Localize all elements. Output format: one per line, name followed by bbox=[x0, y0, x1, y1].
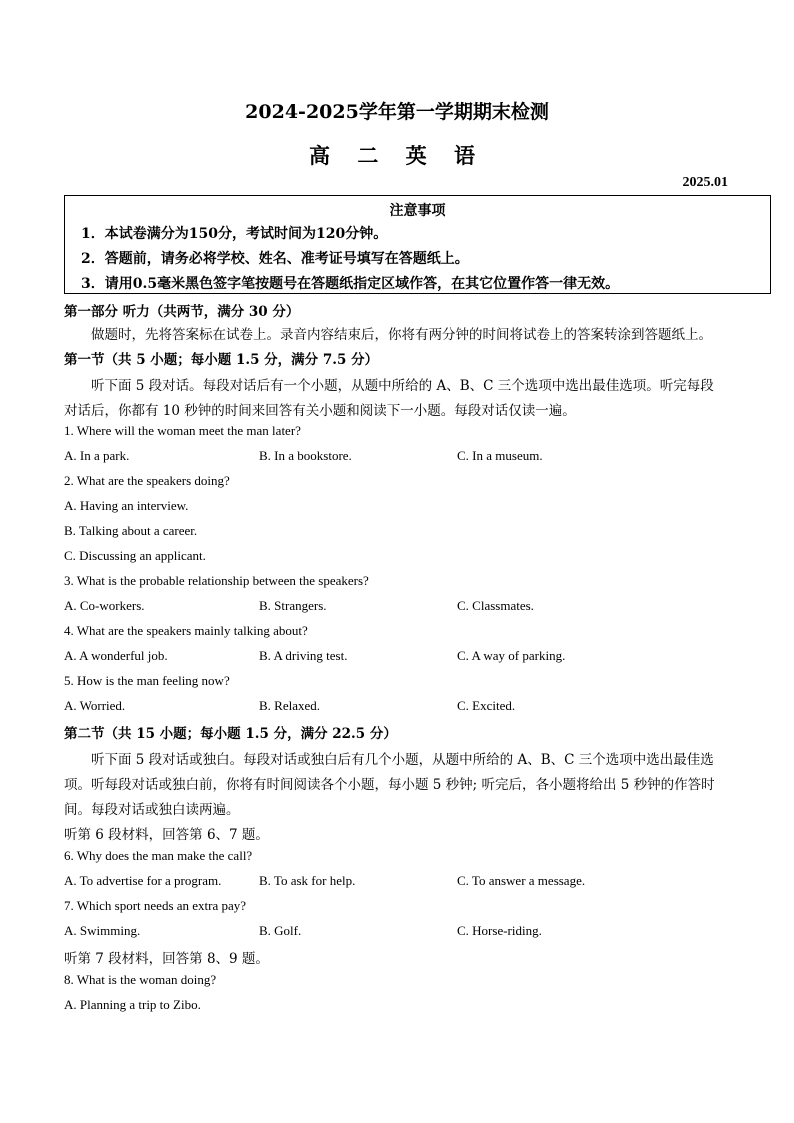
question-stem: 2. What are the speakers doing? bbox=[64, 473, 230, 488]
material-6-heading: 听第 6 段材料，回答第 6、7 题。 bbox=[64, 827, 269, 843]
question-stem: 1. Where will the woman meet the man later? bbox=[64, 423, 301, 438]
option-b: B. Talking about a career. bbox=[64, 523, 198, 538]
material-7-heading: 听第 7 段材料，回答第 8、9 题。 bbox=[64, 951, 269, 967]
option-b: B. To ask for help. bbox=[259, 873, 356, 888]
notice-box bbox=[64, 195, 771, 294]
option-a: A. Co-workers. bbox=[64, 598, 145, 613]
section1-instruction-2: 对话后，你都有 10 秒钟的时间来回答有关小题和阅读下一小题。每段对话仅读一遍。 bbox=[64, 403, 576, 419]
section2-instruction-1: 听下面 5 段对话或独白。每段对话或独白后有几个小题，从题中所给的 A、B、C 三个选项中选出最佳选 bbox=[91, 752, 714, 768]
option-b: B. Relaxed. bbox=[259, 698, 321, 713]
question-stem: 8. What is the woman doing? bbox=[64, 972, 217, 987]
subject-title: 高 二 英 语 bbox=[309, 143, 485, 168]
part1-title: 第一部分 听力（共两节，满分 30 分） bbox=[64, 304, 300, 320]
option-b: B. Strangers. bbox=[259, 598, 327, 613]
option-c: C. To answer a message. bbox=[457, 873, 586, 888]
section1-instruction-1: 听下面 5 段对话。每段对话后有一个小题，从题中所给的 A、B、C 三个选项中选出最佳选项。听完每段 bbox=[91, 378, 714, 394]
option-a: A. In a park. bbox=[64, 448, 130, 463]
option-b: B. A driving test. bbox=[259, 648, 348, 663]
option-a: A. Swimming. bbox=[64, 923, 141, 938]
option-a: A. Planning a trip to Zibo. bbox=[64, 997, 201, 1012]
exam-title: 2024-2025学年第一学期期末检测 bbox=[245, 101, 549, 123]
question-stem: 7. Which sport needs an extra pay? bbox=[64, 898, 247, 913]
question-stem: 5. How is the man feeling now? bbox=[64, 673, 230, 688]
notice-item-3: 3．请用0.5毫米黑色签字笔按题号在答题纸指定区域作答，在其它位置作答一律无效。 bbox=[81, 276, 620, 292]
question-stem: 3. What is the probable relationship between the speakers? bbox=[64, 573, 369, 588]
option-c: C. Horse-riding. bbox=[457, 923, 542, 938]
option-c: C. A way of parking. bbox=[457, 648, 566, 663]
option-a: A. Worried. bbox=[64, 698, 126, 713]
option-a: A. To advertise for a program. bbox=[64, 873, 222, 888]
option-c: C. Excited. bbox=[457, 698, 516, 713]
section2-title: 第二节（共 15 小题；每小题 1.5 分，满分 22.5 分） bbox=[64, 726, 397, 742]
part1-instruction: 做题时，先将答案标在试卷上。录音内容结束后，你将有两分钟的时间将试卷上的答案转涂到答题纸上。 bbox=[91, 327, 712, 343]
option-b: B. In a bookstore. bbox=[259, 448, 352, 463]
section2-instruction-3: 间。每段对话或独白读两遍。 bbox=[64, 802, 240, 818]
option-c: C. Discussing an applicant. bbox=[64, 548, 206, 563]
option-a: A. A wonderful job. bbox=[64, 648, 168, 663]
question-stem: 6. Why does the man make the call? bbox=[64, 848, 253, 863]
section2-instruction-2: 项。听每段对话或独白前，你将有时间阅读各个小题，每小题 5 秒钟; 听完后，各小题将给出 5 秒钟的作答时 bbox=[64, 777, 715, 793]
exam-date: 2025.01 bbox=[682, 175, 728, 190]
notice-title: 注意事项 bbox=[389, 203, 446, 219]
section1-title: 第一节（共 5 小题；每小题 1.5 分，满分 7.5 分） bbox=[64, 352, 379, 368]
notice-item-2: 2．答题前，请务必将学校、姓名、准考证号填写在答题纸上。 bbox=[81, 251, 469, 267]
notice-item-1: 1．本试卷满分为150分，考试时间为120分钟。 bbox=[81, 226, 388, 242]
option-a: A. Having an interview. bbox=[64, 498, 189, 513]
option-c: C. Classmates. bbox=[457, 598, 534, 613]
question-stem: 4. What are the speakers mainly talking about? bbox=[64, 623, 308, 638]
option-c: C. In a museum. bbox=[457, 448, 543, 463]
option-b: B. Golf. bbox=[259, 923, 302, 938]
